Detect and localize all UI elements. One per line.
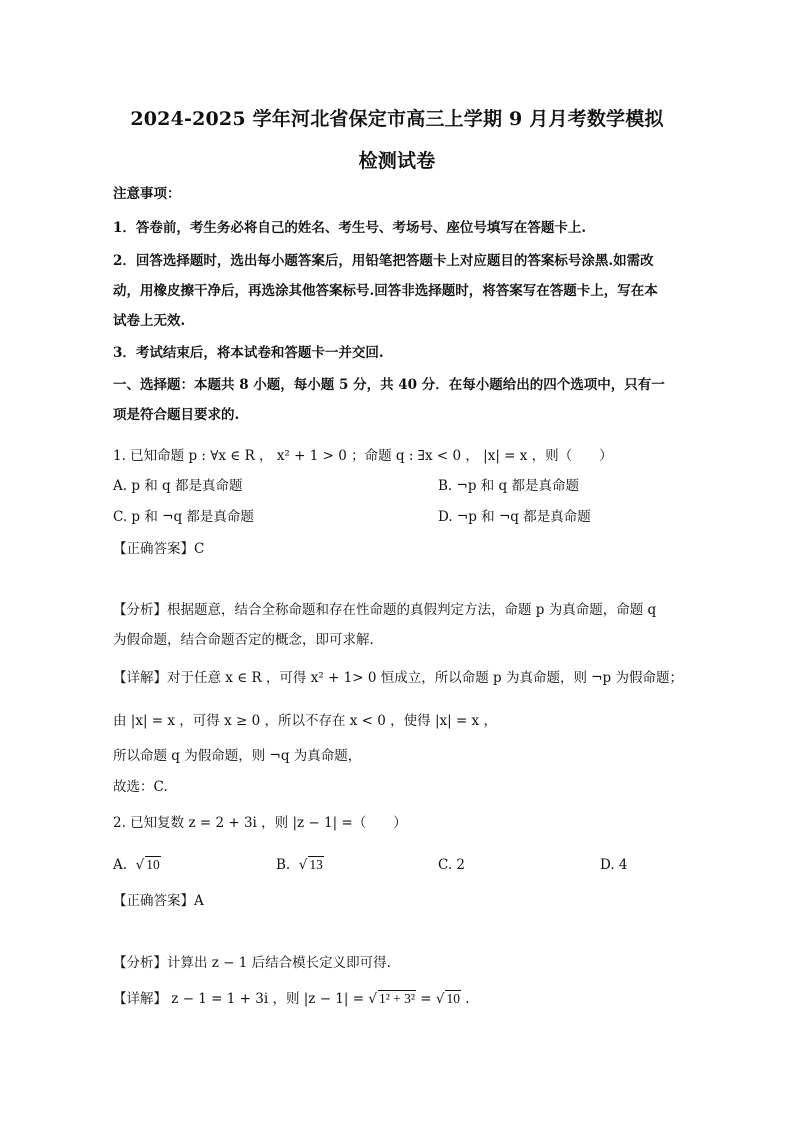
question-1-stem: 1. 已知命题 p : ∀x ∈ R ， x² + 1 > 0 ；命题 q : ∃x < 0 ， |x| = x ，则（ ） — [113, 448, 613, 464]
detail-result: 10 — [446, 991, 460, 1006]
detail-equals: = — [415, 991, 436, 1007]
section-heading-line2: 项是符合题目要求的. — [113, 407, 240, 423]
question-2-stem: 2. 已知复数 z = 2 + 3i ，则 |z − 1| =（ ） — [113, 815, 407, 831]
question-1-analysis-line2: 为假命题，结合命题否定的概念，即可求解. — [113, 632, 374, 648]
notice-heading: 注意事项： — [113, 186, 181, 202]
question-1-option-a: A. p 和 q 都是真命题 — [113, 478, 243, 494]
page-title-line2: 检测试卷 — [358, 150, 436, 172]
question-2-option-c: C. 2 — [438, 857, 466, 873]
notice-item-1: 1．答卷前，考生务必将自己的姓名、考生号、考场号、座位号填写在答题卡上. — [113, 220, 587, 236]
page-title-line1: 2024-2025 学年河北省保定市高三上学期 9 月月考数学模拟 — [130, 108, 664, 130]
question-2-option-d: D. 4 — [600, 857, 628, 873]
notice-item-2-line1: 2．回答选择题时，选出每小题答案后，用铅笔把答题卡上对应题目的答案标号涂黑.如需改 — [113, 253, 654, 269]
question-1-detail-line2: 由 |x| = x ，可得 x ≥ 0 ，所以不存在 x < 0 ，使得 |x| = x ， — [113, 713, 497, 729]
notice-item-2-line2: 动，用橡皮擦干净后，再选涂其他答案标号.回答非选择题时，将答案写在答题卡上，写在本 — [113, 283, 658, 299]
question-1-option-c: C. p 和 ¬q 都是真命题 — [113, 509, 254, 525]
detail-radicand: 1² + 3² — [378, 991, 415, 1006]
option-a-label: A. — [113, 857, 128, 873]
option-b-label: B. — [276, 857, 291, 873]
question-2-analysis: 【分析】计算出 z − 1 后结合模长定义即可得. — [113, 955, 391, 971]
option-a-radicand: 10 — [146, 857, 160, 872]
question-1-detail-line3: 所以命题 q 为假命题，则 ¬q 为真命题， — [113, 748, 362, 764]
question-2-answer: 【正确答案】A — [113, 893, 204, 909]
detail-end: . — [460, 991, 470, 1007]
section-heading-line1: 一、选择题：本题共 8 小题，每小题 5 分，共 40 分．在每小题给出的四个选项中，只有一 — [113, 377, 665, 393]
question-1-detail-line4: 故选：C. — [113, 779, 168, 795]
question-2-option-a: A. √ 10 — [113, 857, 160, 873]
question-1-detail-line1: 【详解】对于任意 x ∈ R ，可得 x² + 1> 0 恒成立，所以命题 p 为真命题，则 ¬p 为假命题； — [113, 670, 683, 686]
notice-item-3: 3．考试结束后，将本试卷和答题卡一并交回. — [113, 345, 384, 361]
question-2-option-b: B. √ 13 — [276, 857, 323, 873]
question-1-option-d: D. ¬p 和 ¬q 都是真命题 — [438, 509, 591, 525]
detail-prefix: 【详解】 z − 1 = 1 + 3i ，则 |z − 1| = — [113, 991, 369, 1007]
notice-item-2-line3: 试卷上无效. — [113, 313, 186, 329]
option-b-radicand: 13 — [309, 857, 323, 872]
question-1-analysis-line1: 【分析】根据题意，结合全称命题和存在性命题的真假判定方法，命题 p 为真命题，命题 q — [113, 602, 657, 618]
question-1-answer: 【正确答案】C — [113, 541, 205, 557]
question-2-detail: 【详解】 z − 1 = 1 + 3i ，则 |z − 1| = √ 1² + 3² = √ 10 . — [113, 991, 470, 1007]
question-1-option-b: B. ¬p 和 q 都是真命题 — [438, 478, 579, 494]
